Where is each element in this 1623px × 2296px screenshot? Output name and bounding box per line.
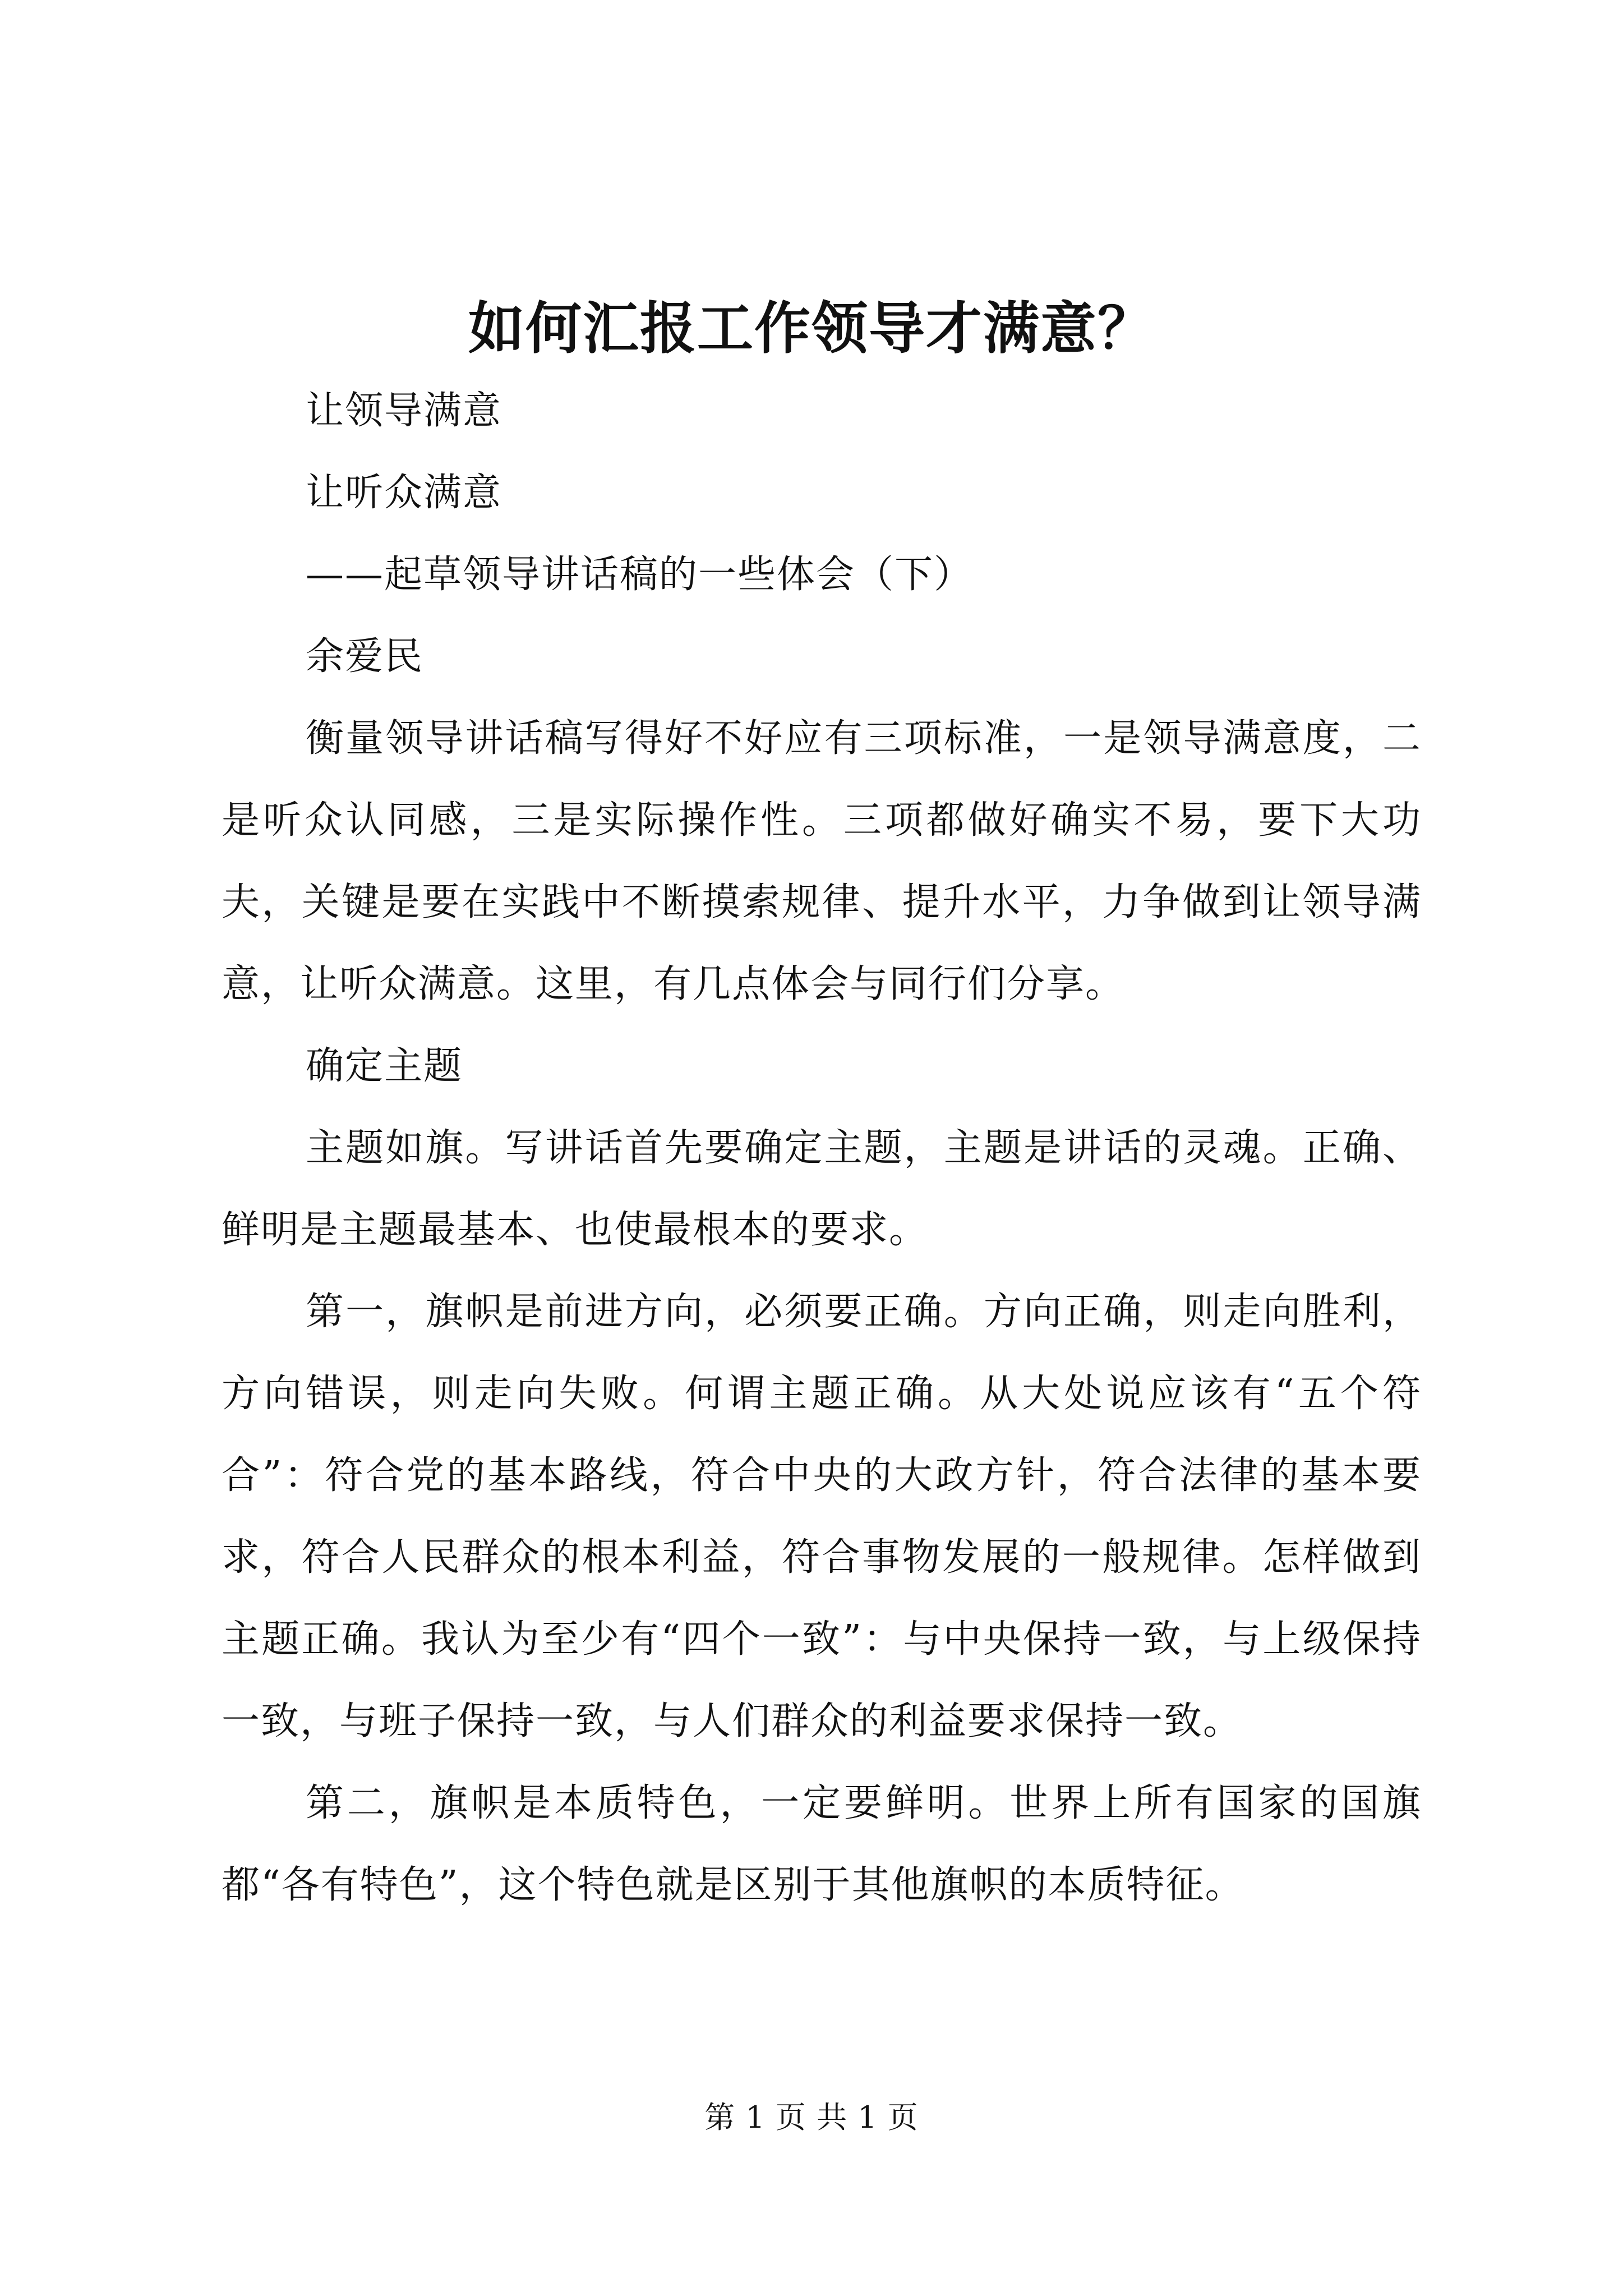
paragraph-topic: 主题如旗。写讲话首先要确定主题，主题是讲话的灵魂。正确、鲜明是主题最基本、也使最根本的要求。	[222, 1126, 1422, 1252]
document-title: 如何汇报工作领导才满意？	[468, 295, 1155, 361]
paragraph-section-heading: 确定主题	[306, 1044, 463, 1088]
paragraph-subtitle-2: 让听众满意	[306, 471, 502, 515]
document-body	[222, 370, 1422, 1926]
paragraph-subtitle-3: ——起草领导讲话稿的一些体会（下）	[306, 553, 974, 597]
paragraph-second: 第二，旗帜是本质特色，一定要鲜明。世界上所有国家的国旗都“各有特色”，这个特色就是区别于其他旗帜的本质特征。	[222, 1781, 1422, 1907]
paragraph-author: 余爱民	[306, 634, 424, 679]
paragraph-intro: 衡量领导讲话稿写得好不好应有三项标准，一是领导满意度，二是听众认同感，三是实际操作性。三项都做好确实不易，要下大功夫，关键是要在实践中不断摸索规律、提升水平，力争做到让领导满意，让听众满意。这里，有几点体会与同行们分享。	[222, 716, 1422, 1006]
page-footer: 第 1 页 共 1 页	[704, 2100, 919, 2135]
paragraph-subtitle-1: 让领导满意	[306, 389, 502, 433]
paragraph-first: 第一，旗帜是前进方向，必须要正确。方向正确，则走向胜利，方向错误，则走向失败。何谓主题正确。从大处说应该有“五个符合”：符合党的基本路线，符合中央的大政方针，符合法律的基本要求，符合人民群众的根本利益，符合事物发展的一般规律。怎样做到主题正确。我认为至少有“四个一致”：与中央保持一致，与上级保持一致，与班子保持一致，与人们群众的利益要求保持一致。	[222, 1290, 1422, 1743]
